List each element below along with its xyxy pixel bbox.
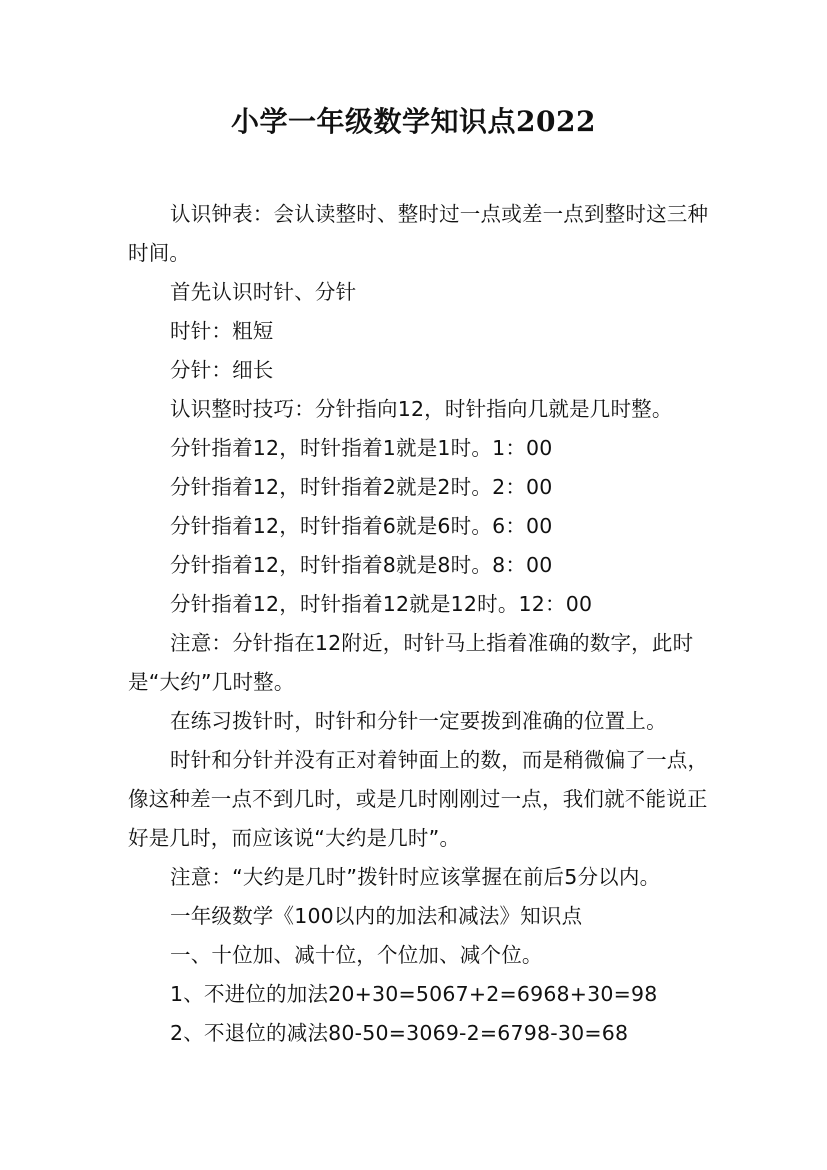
paragraph-section-heading: 一年级数学《100以内的加法和减法》知识点 xyxy=(170,904,583,928)
paragraph-note-approx: 注意：分针指在12附近，时针马上指着准确的数字，此时是“大约”几时整。 xyxy=(128,631,694,694)
paragraph-rule-1: 一、十位加、减十位，个位加、减个位。 xyxy=(170,943,543,967)
paragraph-hour-hand: 时针：粗短 xyxy=(170,319,274,343)
paragraph-example-1: 分针指着12，时针指着1就是1时。1：00 xyxy=(170,436,553,460)
paragraph-practice: 在练习拨针时，时针和分针一定要拨到准确的位置上。 xyxy=(170,709,667,733)
paragraph-minute-hand: 分针：细长 xyxy=(170,358,274,382)
paragraph-example-6: 分针指着12，时针指着6就是6时。6：00 xyxy=(170,514,553,538)
paragraph-subtraction: 2、不退位的减法80-50=3069-2=6798-30=68 xyxy=(170,1021,629,1045)
paragraph-addition: 1、不进位的加法20+30=5067+2=6968+30=98 xyxy=(170,982,658,1006)
paragraph-approx-explain: 时针和分针并没有正对着钟面上的数，而是稍微偏了一点，像这种差一点不到几时，或是几时刚刚过一点，我们就不能说正好是几时，而应该说“大约是几时”。 xyxy=(128,748,709,850)
paragraph-example-8: 分针指着12，时针指着8就是8时。8：00 xyxy=(170,553,553,577)
document-title: 小学一年级数学知识点2022 xyxy=(231,105,596,138)
document-body xyxy=(128,195,728,1053)
paragraph-example-12: 分针指着12，时针指着12就是12时。12：00 xyxy=(170,592,593,616)
paragraph-hands-intro: 首先认识时针、分针 xyxy=(170,280,357,304)
paragraph-example-2: 分针指着12，时针指着2就是2时。2：00 xyxy=(170,475,553,499)
paragraph-note-5min: 注意：“大约是几时”拨针时应该掌握在前后5分以内。 xyxy=(170,865,661,889)
paragraph-clock-intro: 认识钟表：会认读整时、整时过一点或差一点到整时这三种时间。 xyxy=(128,202,709,265)
paragraph-exact-hour-tip: 认识整时技巧：分针指向12，时针指向几就是几时整。 xyxy=(170,397,673,421)
